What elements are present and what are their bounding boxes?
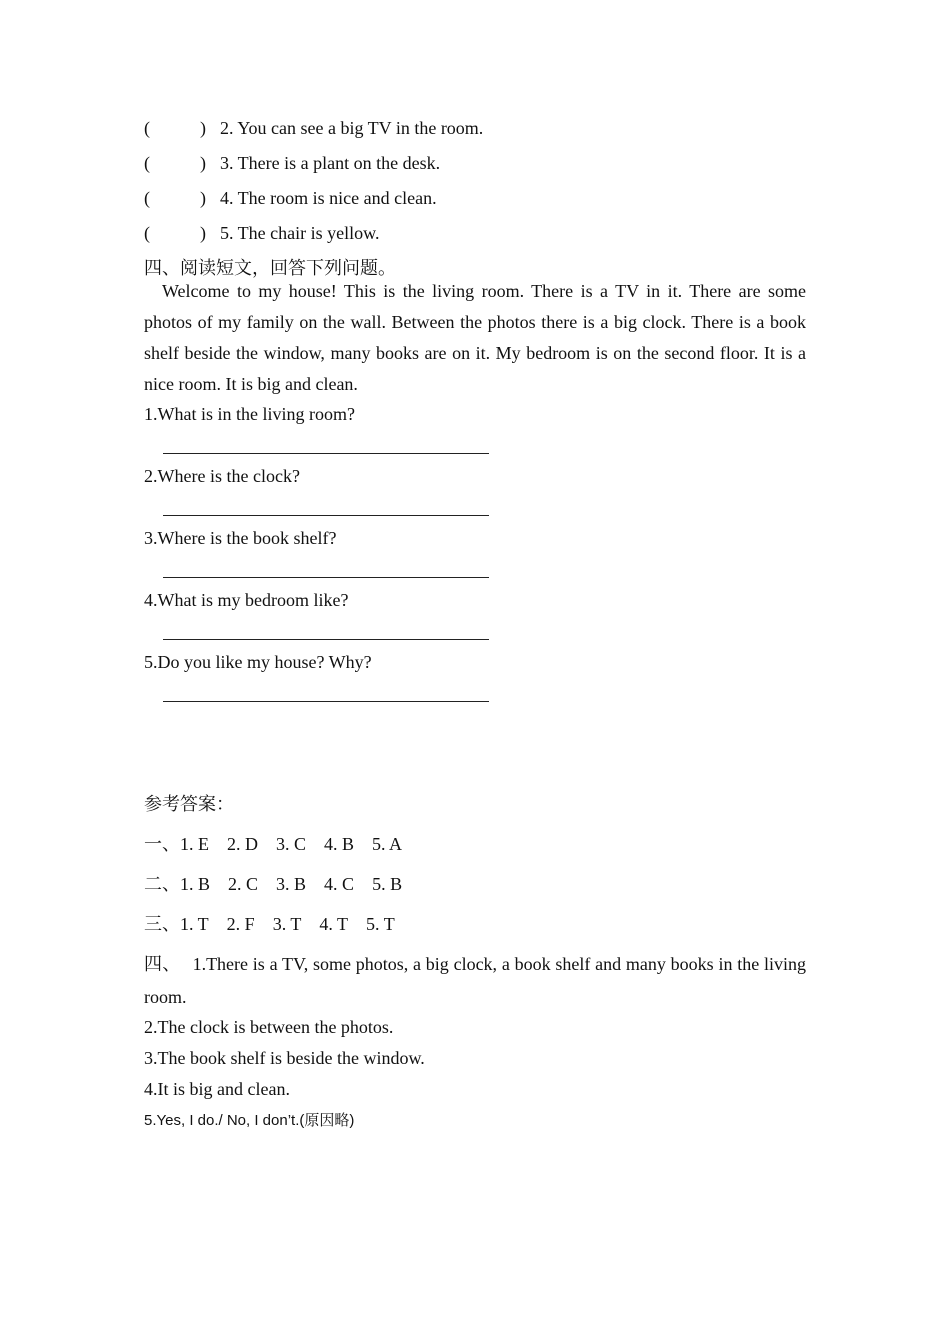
section4-heading: 四、阅读短文，回答下列问题。 bbox=[144, 258, 396, 278]
answers-part3 bbox=[144, 913, 413, 935]
answers-part4-a1 bbox=[144, 948, 806, 1014]
answer-item: 3. C bbox=[276, 834, 307, 854]
answer-item: 5. B bbox=[372, 874, 403, 894]
answer-item: 4. C bbox=[324, 874, 355, 894]
tf-item-2 bbox=[144, 117, 483, 139]
answers-part2 bbox=[144, 873, 420, 895]
answers-part4-a2: 2.The clock is between the photos. bbox=[144, 1017, 394, 1037]
paren-close: ) bbox=[200, 153, 206, 173]
tf-item-text: 2. You can see a big TV in the room. bbox=[220, 118, 484, 138]
question-5: 5.Do you like my house? Why? bbox=[144, 652, 372, 672]
reading-passage: Welcome to my house! This is the living room. There is a TV in it. There are some photos of my family on the wall. Between the photos there is a big clock. There is a book shelf beside the window, many books are on it. My bedroom is on the second floor. It is a nice room. It is big and clean. bbox=[144, 281, 806, 394]
answer-blank-4[interactable] bbox=[163, 639, 489, 640]
answer-item: 1. T bbox=[180, 914, 209, 934]
answers-part-label: 一、 bbox=[144, 834, 180, 854]
paren-close: ) bbox=[200, 118, 206, 138]
tf-item-3 bbox=[144, 152, 440, 174]
answer-item: 2. C bbox=[228, 874, 259, 894]
tf-item-text: 4. The room is nice and clean. bbox=[220, 188, 437, 208]
answers-part-label: 二、 bbox=[144, 874, 180, 894]
answer-blank-2[interactable] bbox=[163, 515, 489, 516]
paren-open: ( bbox=[144, 153, 150, 173]
answer-item: 5. T bbox=[366, 914, 395, 934]
answer-item: 2. F bbox=[226, 914, 255, 934]
paren-close: ) bbox=[200, 223, 206, 243]
answers-part-label: 四、 bbox=[144, 954, 181, 974]
answers-part1 bbox=[144, 833, 420, 855]
answer-text: 1.There is a TV, some photos, a big clock, a book shelf and many books in the living room. bbox=[144, 954, 806, 1007]
answer-item: 4. B bbox=[324, 834, 355, 854]
question-2: 2.Where is the clock? bbox=[144, 466, 300, 486]
paren-open: ( bbox=[144, 223, 150, 243]
answers-part4-a3: 3.The book shelf is beside the window. bbox=[144, 1048, 425, 1068]
answer-blank-3[interactable] bbox=[163, 577, 489, 578]
answer-item: 2. D bbox=[227, 834, 258, 854]
answer-item: 3. B bbox=[276, 874, 307, 894]
answer-item: 4. T bbox=[319, 914, 349, 934]
answer-item: 1. E bbox=[180, 834, 209, 854]
answer-blank-5[interactable] bbox=[163, 701, 489, 702]
answer-item: 1. B bbox=[180, 874, 211, 894]
answer-blank-1[interactable] bbox=[163, 453, 489, 454]
answer-item: 5. A bbox=[372, 834, 403, 854]
paren-open: ( bbox=[144, 118, 150, 138]
answers-heading: 参考答案： bbox=[144, 794, 234, 814]
tf-item-text: 3. There is a plant on the desk. bbox=[220, 153, 441, 173]
tf-item-4 bbox=[144, 187, 437, 209]
question-1: 1.What is in the living room? bbox=[144, 404, 355, 424]
question-4: 4.What is my bedroom like? bbox=[144, 590, 349, 610]
answer-item: 3. T bbox=[272, 914, 302, 934]
answers-part-label: 三、 bbox=[144, 914, 180, 934]
answers-part4-a4: 4.It is big and clean. bbox=[144, 1079, 290, 1099]
answers-part4-a5: 5.Yes, I do./ No, I don’t.(原因略) bbox=[144, 1112, 355, 1129]
paren-open: ( bbox=[144, 188, 150, 208]
paren-close: ) bbox=[200, 188, 206, 208]
tf-item-text: 5. The chair is yellow. bbox=[220, 223, 380, 243]
question-3: 3.Where is the book shelf? bbox=[144, 528, 337, 548]
tf-item-5 bbox=[144, 222, 379, 244]
